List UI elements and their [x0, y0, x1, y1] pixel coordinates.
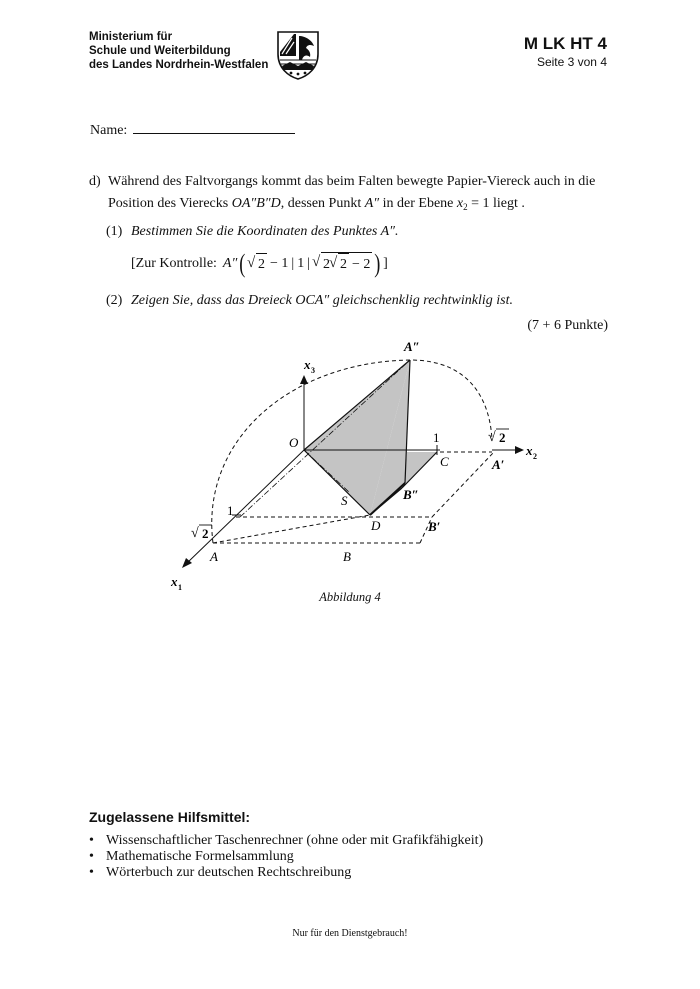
plane-var-sub: 2	[463, 202, 468, 212]
subtask2-text-b: gleichschenklig rechtwinklig ist.	[332, 293, 513, 308]
sqrt-icon: √ 2	[256, 253, 267, 276]
control-suffix: ]	[383, 256, 388, 271]
control-sep2: |	[307, 256, 311, 271]
sqrt-icon: √ 2	[338, 253, 349, 276]
subtask1-end: .	[395, 224, 399, 239]
sqrt-icon: √ 2 √ 2 − 2	[321, 252, 372, 276]
label-sqrt2-x2: 2	[499, 430, 506, 445]
task-d-text-c: in der Ebene	[382, 196, 454, 211]
label-x2: x	[526, 443, 533, 458]
points: (7 + 6 Punkte)	[527, 318, 608, 333]
subtask1-point: A″	[380, 224, 396, 239]
quad-name: OA″B″D	[231, 196, 281, 211]
subtask2-text-a: Zeigen Sie, dass das Dreieck	[131, 293, 292, 308]
subtask2-triangle: OCA″	[295, 293, 330, 308]
subtask2-label: (2)	[106, 293, 123, 308]
label-O: O	[289, 435, 299, 450]
label-sqrt2-x1: 2	[202, 526, 209, 541]
task-d-text-b: , dessen Punkt	[280, 196, 362, 211]
label-x3: x	[304, 357, 311, 372]
ministry-line-1: Ministerium für	[89, 31, 173, 43]
control-sep1: |	[291, 256, 295, 271]
hilfsmittel-title: Zugelassene Hilfsmittel:	[89, 809, 251, 825]
label-B: B	[343, 549, 351, 564]
label-x1-sub: 1	[178, 583, 182, 592]
page-info: Seite 3 von 4	[536, 55, 607, 69]
A-to-D-dashed	[213, 515, 370, 543]
label-A: A	[210, 549, 218, 564]
list-item: • Wissenschaftlicher Taschenrechner (ohne oder mit Grafikfähigkeit)	[89, 833, 483, 849]
task-d-line1: Während des Faltvorgangs kommt das beim Falten bewegte Papier-Viereck auch in die	[108, 174, 596, 189]
point-name: A″	[364, 196, 380, 211]
label-x1: x	[171, 574, 178, 589]
footer-note: Nur für den Dienstgebrauch!	[292, 928, 408, 939]
x1-axis	[186, 450, 304, 564]
label-C: C	[440, 454, 449, 469]
subtask1-instruction: Bestimmen Sie die Koordinaten des Punktes	[131, 224, 378, 239]
label-one-x1: 1	[227, 503, 234, 518]
label-x2-sub: 2	[533, 452, 537, 461]
plane-var: x	[456, 196, 464, 211]
control-c2: 1	[297, 256, 305, 271]
plane-eq: = 1	[471, 196, 490, 211]
x2-arrow-icon	[515, 446, 524, 454]
subtask1-label: (1)	[106, 224, 123, 239]
control-point: A″	[222, 256, 238, 271]
exam-code: M LK HT 4	[523, 34, 607, 53]
sqrt-icon: √	[191, 526, 199, 541]
control-c3-rad: 2	[340, 257, 348, 272]
task-d-text-a: Position des Vierecks	[108, 196, 229, 211]
control-c3-coef: 2	[323, 257, 331, 272]
paren-close: )	[374, 249, 381, 278]
label-x3-sub: 3	[311, 366, 315, 375]
paren-open: (	[239, 249, 246, 278]
label-one-x2: 1	[433, 430, 440, 445]
list-item: • Mathematische Formelsammlung	[89, 849, 483, 865]
control-c1-rest: − 1	[269, 256, 289, 271]
x3-arrow-icon	[300, 375, 308, 384]
label-S: S	[341, 493, 348, 508]
label-D: D	[371, 518, 381, 533]
task-d-text-d: liegt .	[493, 196, 525, 211]
ministry-line-2: Schule und Weiterbildung	[89, 45, 231, 57]
figure-caption: Abbildung 4	[319, 590, 381, 604]
sqrt-icon: √	[488, 430, 496, 445]
task-d-label: d)	[89, 174, 101, 189]
ministry-line-3: des Landes Nordrhein-Westfalen	[89, 59, 269, 71]
label-A-d: A′	[492, 457, 505, 472]
label-A-dd: A″	[404, 339, 420, 354]
control-prefix: [Zur Kontrolle:	[131, 256, 217, 271]
control-c1: 2	[257, 256, 265, 272]
hilfsmittel-list	[89, 833, 483, 881]
name-label: Name:	[90, 123, 128, 138]
label-B-d: B′	[428, 519, 441, 534]
list-item: • Wörterbuch zur deutschen Rechtschreibung	[89, 865, 483, 881]
label-B-dd: B″	[403, 487, 419, 502]
control-c3-rest: − 2	[352, 257, 371, 272]
